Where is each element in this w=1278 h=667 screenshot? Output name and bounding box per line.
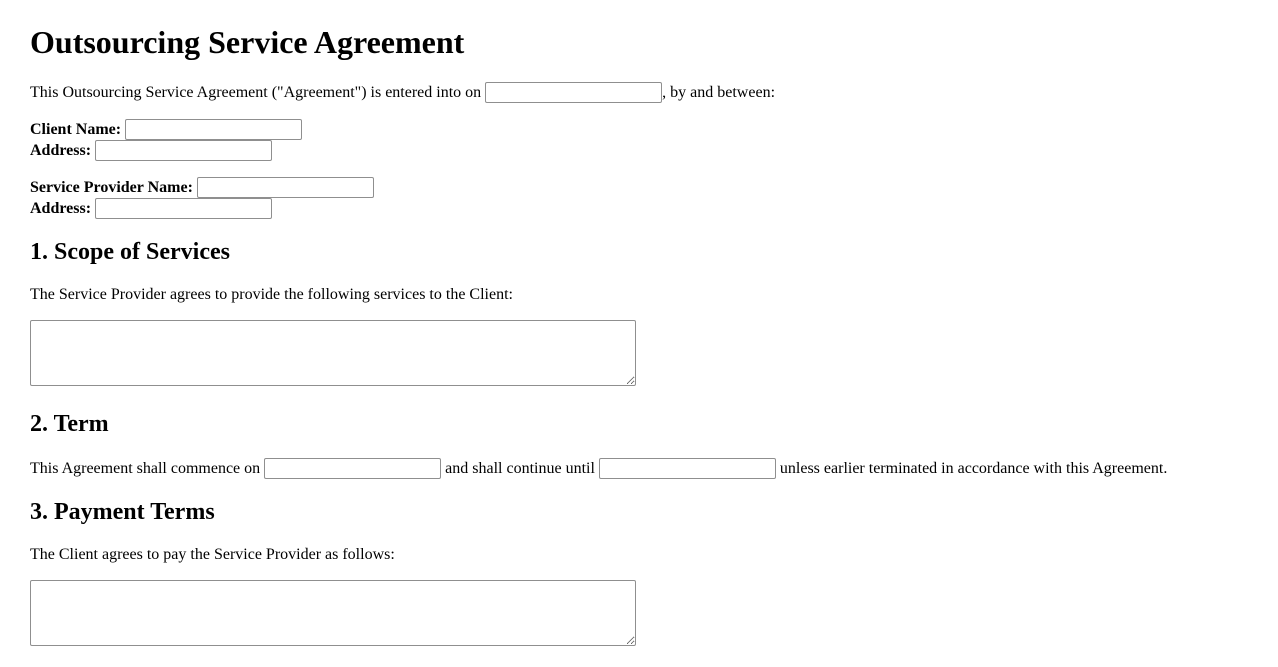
- provider-name-label: Service Provider Name:: [30, 179, 193, 196]
- scope-textarea-row: [30, 320, 1248, 391]
- term-text-middle: and shall continue until: [445, 460, 595, 477]
- section-heading-term: 2. Term: [30, 411, 109, 437]
- provider-address-label: Address:: [30, 200, 92, 217]
- provider-address-input[interactable]: [95, 198, 272, 219]
- page-title: Outsourcing Service Agreement: [30, 24, 465, 60]
- agreement-date-input[interactable]: [485, 82, 662, 103]
- client-info-block: [30, 119, 1248, 161]
- term-paragraph: [30, 458, 1248, 479]
- client-name-input[interactable]: [125, 119, 302, 140]
- section-heading-payment: 3. Payment Terms: [30, 499, 215, 525]
- client-address-label: Address:: [30, 142, 92, 159]
- continue-date-input[interactable]: [599, 458, 776, 479]
- provider-name-input[interactable]: [197, 177, 374, 198]
- agreement-document: [30, 24, 1248, 651]
- client-address-input[interactable]: [95, 140, 272, 161]
- services-textarea[interactable]: [30, 320, 636, 386]
- intro-paragraph: [30, 82, 1248, 103]
- scope-description: The Service Provider agrees to provide the following services to the Client:: [30, 286, 513, 303]
- intro-text-before: This Outsourcing Service Agreement ("Agreement") is entered into on: [30, 84, 482, 101]
- intro-text-after: , by and between:: [662, 84, 776, 101]
- payment-terms-textarea[interactable]: [30, 580, 636, 646]
- payment-description: The Client agrees to pay the Service Provider as follows:: [30, 546, 395, 563]
- provider-info-block: [30, 177, 1248, 219]
- commence-date-input[interactable]: [264, 458, 441, 479]
- term-text-before: This Agreement shall commence on: [30, 460, 261, 477]
- payment-textarea-row: [30, 580, 1248, 651]
- term-text-after: unless earlier terminated in accordance with this Agreement.: [779, 460, 1168, 477]
- section-heading-scope: 1. Scope of Services: [30, 239, 230, 265]
- client-name-label: Client Name:: [30, 121, 122, 138]
